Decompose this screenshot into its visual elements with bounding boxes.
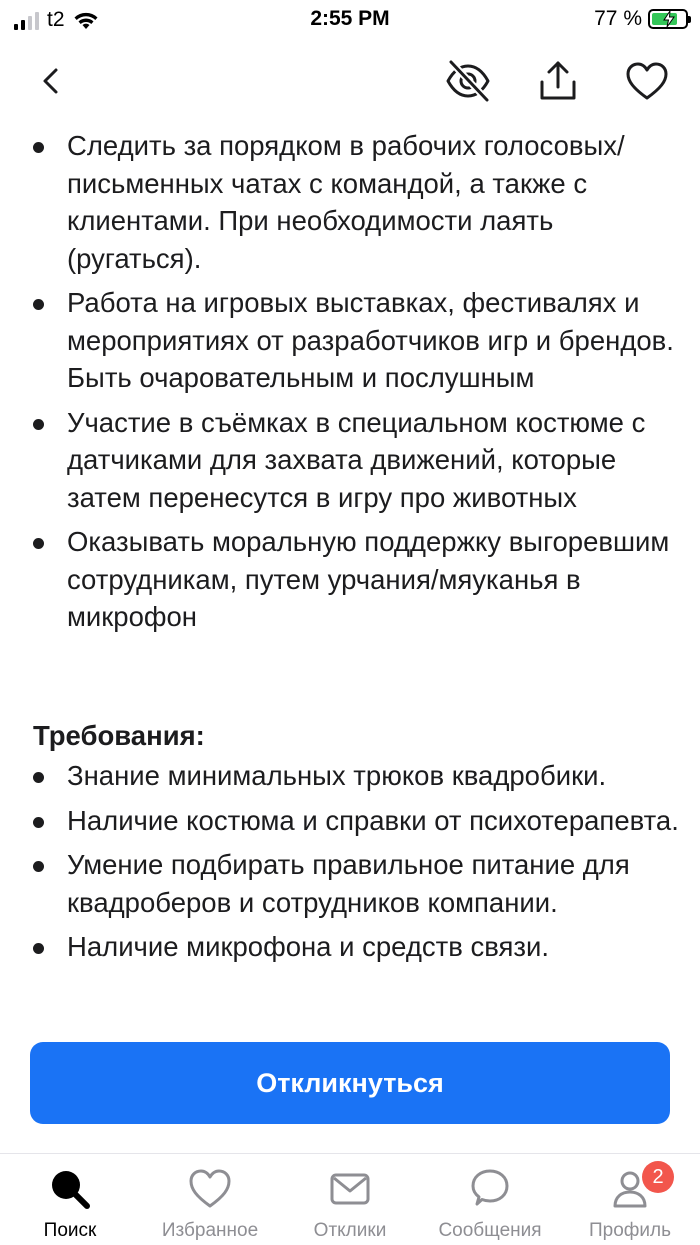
notification-badge: 2 (642, 1161, 674, 1193)
tab-label: Поиск (43, 1220, 97, 1241)
bottom-tab-bar (0, 1153, 700, 1245)
tab-label: Отклики (313, 1220, 387, 1241)
status-bar (0, 0, 700, 40)
chat-bubble-icon (467, 1166, 513, 1212)
tab-label: Сообщения (438, 1220, 542, 1241)
hide-vacancy-button[interactable] (441, 54, 495, 108)
tab-label: Избранное (161, 1220, 259, 1241)
tab-profile[interactable] (560, 1154, 700, 1245)
tab-label: Профиль (588, 1220, 672, 1241)
share-icon (538, 60, 578, 102)
share-button[interactable] (531, 54, 585, 108)
tab-search[interactable] (0, 1154, 140, 1245)
chevron-left-icon (36, 66, 66, 96)
back-button[interactable] (24, 54, 78, 108)
tab-messages[interactable] (420, 1154, 560, 1245)
heart-icon (625, 61, 669, 101)
list-item: Следить за порядком в рабочих голосовых/письменных чатах с командой, а также с клиентами. При необходимости лаять (ругаться). (0, 127, 700, 277)
add-to-favorites-button[interactable] (620, 54, 674, 108)
status-time: 2:55 PM (310, 7, 390, 30)
vacancy-description (0, 120, 700, 1150)
duties-list (0, 127, 700, 643)
battery-percent: 77 % (594, 7, 642, 30)
list-item: Наличие костюма и справки от психотерапевта. (0, 802, 700, 840)
envelope-icon (327, 1166, 373, 1212)
eye-off-icon (444, 59, 492, 103)
tab-responses[interactable] (280, 1154, 420, 1245)
tab-favorites[interactable] (140, 1154, 280, 1245)
carrier-name: t2 (47, 8, 65, 31)
search-icon (47, 1166, 93, 1212)
list-item: Оказывать моральную поддержку выгоревшим сотрудникам, путем урчания/мяуканья в микрофон (0, 523, 700, 636)
battery-icon (648, 9, 688, 29)
top-nav-bar (0, 40, 700, 120)
list-item: Наличие микрофона и средств связи. (0, 928, 700, 966)
list-item: Умение подбирать правильное питание для квадроберов и сотрудников компании. (0, 846, 700, 921)
apply-button[interactable]: Откликнуться (30, 1042, 670, 1124)
charging-bolt-icon (662, 11, 676, 27)
heart-icon (187, 1166, 233, 1212)
list-item: Знание минимальных трюков квадробики. (0, 757, 700, 795)
list-item: Участие в съёмках в специальном костюме с датчиками для захвата движений, которые затем перенесутся в игру про животных (0, 404, 700, 517)
requirements-heading: Требования: (33, 720, 205, 751)
list-item: Работа на игровых выставках, фестивалях и мероприятиях от разработчиков игр и брендов. Быть очаровательным и послушным (0, 284, 700, 397)
requirements-list (0, 757, 700, 973)
